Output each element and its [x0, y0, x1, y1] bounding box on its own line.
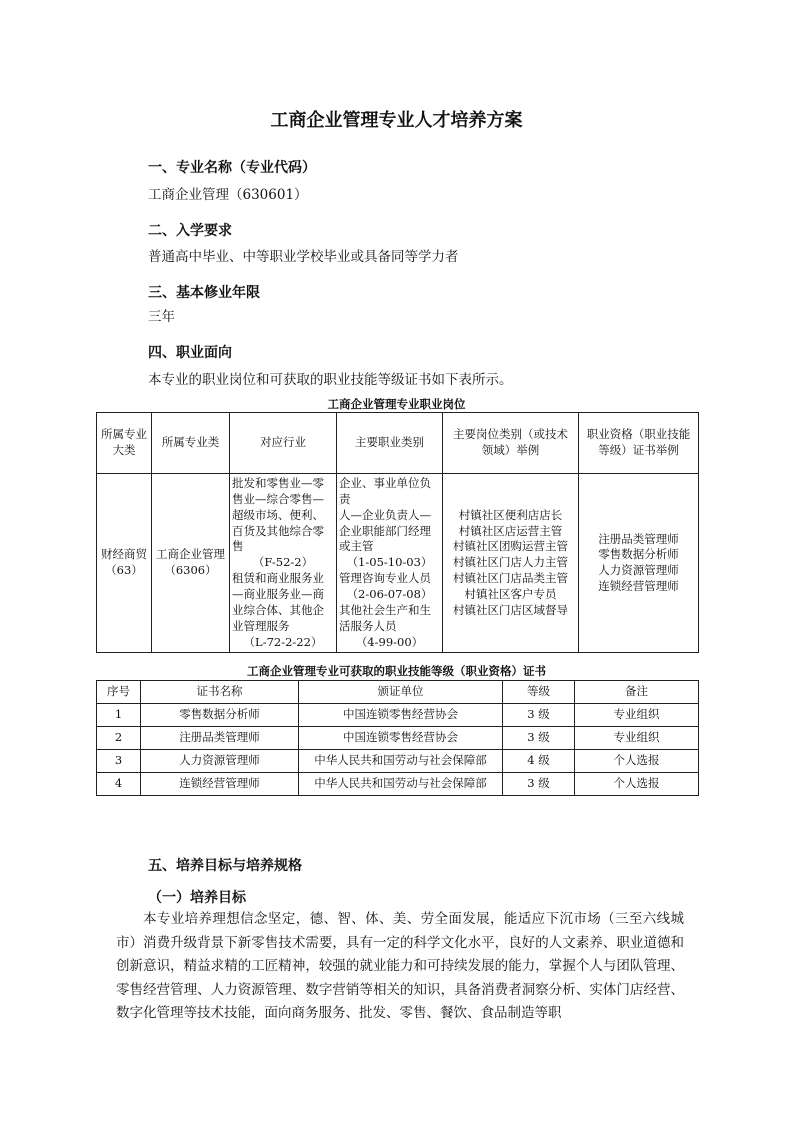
cell-remark: 专业组织: [575, 727, 699, 750]
cell-positions: 村镇社区便利店店长 村镇社区店运营主管 村镇社区团购运营主管 村镇社区门店人力主管 村镇社区门店品类主管 村镇社区客户专员 村镇社区门店区域督导: [443, 474, 579, 653]
cell-issuer: 中国连锁零售经营协会: [299, 727, 503, 750]
cell-cert-name: 连锁经营管理师: [141, 773, 299, 796]
table-header-row: [97, 681, 699, 704]
cell-issuer: 中华人民共和国劳动与社会保障部: [299, 750, 503, 773]
cell-industry: 批发和零售业—零 售业—综合零售— 超级市场、便利、 百货及其他综合零 售 （F-52-2） 租赁和商业服务业 —商业服务业—商 业综合体、其他企 业管理服务 （L-72-2-22）: [230, 474, 337, 653]
cell-cert-name: 人力资源管理师: [141, 750, 299, 773]
cell-remark: 专业组织: [575, 704, 699, 727]
table-row: [97, 727, 699, 750]
table-row: [97, 474, 699, 653]
cell-index: 2: [97, 727, 141, 750]
cell-level: 3 级: [503, 704, 575, 727]
cell-level: 3 级: [503, 727, 575, 750]
section-heading-1: 一、专业名称（专业代码）: [148, 160, 316, 176]
cell-remark: 个人选报: [575, 750, 699, 773]
cell-level: 4 级: [503, 750, 575, 773]
cell-index: 3: [97, 750, 141, 773]
header-remark: 备注: [575, 681, 699, 704]
table-row: [97, 773, 699, 796]
header-major-class: 所属专业类: [152, 413, 230, 474]
header-industry: 对应行业: [230, 413, 337, 474]
cell-category: 财经商贸 （63）: [97, 474, 152, 653]
document-title: 工商企业管理专业人才培养方案: [270, 110, 523, 131]
header-positions: 主要岗位类别（或技术 领域）举例: [443, 413, 579, 474]
table-row: [97, 704, 699, 727]
cell-remark: 个人选报: [575, 773, 699, 796]
cell-issuer: 中华人民共和国劳动与社会保障部: [299, 773, 503, 796]
cell-issuer: 中国连锁零售经营协会: [299, 704, 503, 727]
table2-caption: 工商企业管理专业可获取的职业技能等级（职业资格）证书: [247, 664, 546, 678]
cell-level: 3 级: [503, 773, 575, 796]
table-row: [97, 750, 699, 773]
training-goal-paragraph: 本专业培养理想信念坚定，德、智、体、美、劳全面发展，能适应下沉市场（三至六线城市）消费升级背景下新零售技术需要，具有一定的科学文化水平，良好的人文素养、职业道德和创新意识，精益求精的工匠精神，较强的就业能力和可持续发展的能力，掌握个人与团队管理、零售经营管理、人力资源管理、数字营销等相关的知识，具备消费者洞察分析、实体门店经营、数字化管理等技术技能，面向商务服务、批发、零售、餐饮、食品制造等职: [116, 911, 684, 1021]
cell-index: 4: [97, 773, 141, 796]
cell-index: 1: [97, 704, 141, 727]
certificate-table: [96, 680, 699, 796]
cell-cert-name: 注册品类管理师: [141, 727, 299, 750]
cell-major-class: 工商企业管理 （6306）: [152, 474, 230, 653]
table-header-row: [97, 413, 699, 474]
section-text-3: 三年: [148, 309, 175, 325]
section-heading-3: 三、基本修业年限: [148, 285, 260, 301]
table1-caption: 工商企业管理专业职业岗位: [327, 397, 466, 411]
section-heading-5: 五、培养目标与培养规格: [148, 858, 302, 874]
header-occupation: 主要职业类别: [337, 413, 443, 474]
section-text-2: 普通高中毕业、中等职业学校毕业或具备同等学力者: [148, 249, 459, 265]
cell-certificates: 注册品类管理师 零售数据分析师 人力资源管理师 连锁经营管理师: [579, 474, 699, 653]
cell-cert-name: 零售数据分析师: [141, 704, 299, 727]
header-index: 序号: [97, 681, 141, 704]
section-heading-4: 四、职业面向: [148, 345, 232, 361]
section-text-4: 本专业的职业岗位和可获取的职业技能等级证书如下表所示。: [148, 372, 513, 388]
header-certificates: 职业资格（职业技能 等级）证书举例: [579, 413, 699, 474]
occupation-table: [96, 412, 699, 653]
header-cert-name: 证书名称: [141, 681, 299, 704]
cell-occupation: 企业、事业单位负责 人—企业负责人— 企业职能部门经理 或主管 （1-05-10-03） 管理咨询专业人员 （2-06-07-08） 其他社会生产和生 活服务人员 （4-99-00）: [337, 474, 443, 653]
subsection-heading-5-1: （一）培养目标: [148, 890, 246, 906]
section-heading-2: 二、入学要求: [148, 223, 232, 239]
header-level: 等级: [503, 681, 575, 704]
section-text-1: 工商企业管理（630601）: [148, 187, 308, 203]
header-issuer: 颁证单位: [299, 681, 503, 704]
header-category: 所属专业 大类: [97, 413, 152, 474]
